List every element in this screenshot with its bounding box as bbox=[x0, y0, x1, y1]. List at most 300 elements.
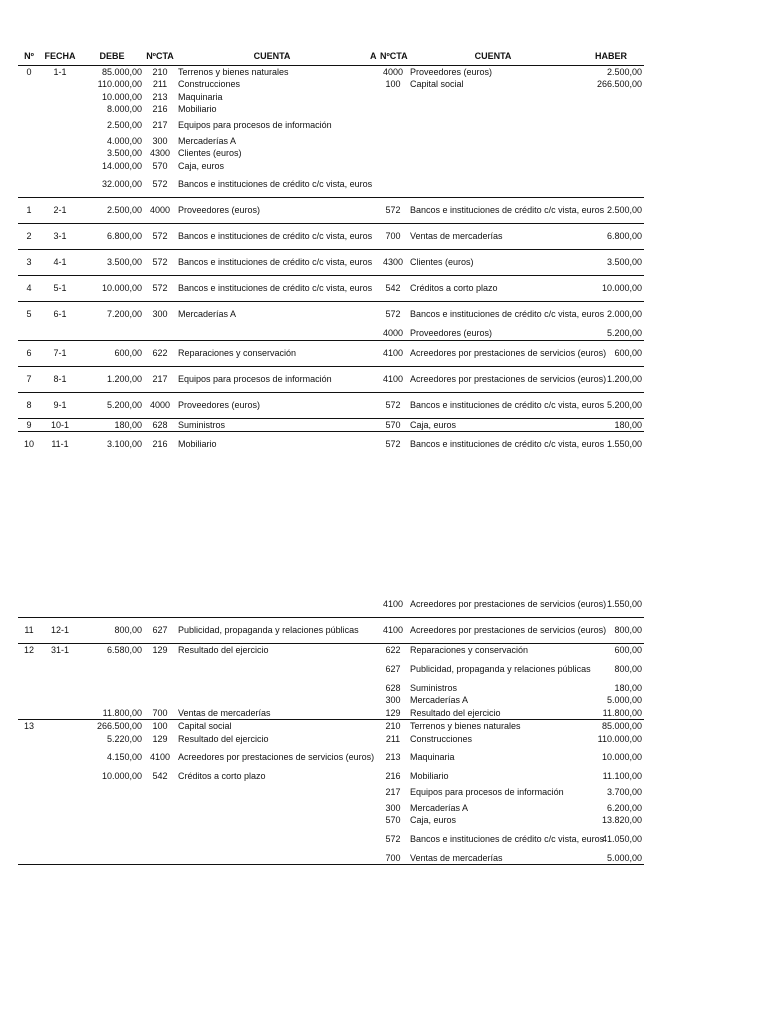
entry-date: 9-1 bbox=[40, 392, 80, 418]
credit-account-number: 4300 bbox=[378, 250, 408, 276]
debit-account-name: Capital social bbox=[176, 720, 368, 733]
journal-row bbox=[18, 172, 644, 198]
debit-account-number: 216 bbox=[152, 104, 168, 114]
a-spacer bbox=[368, 78, 378, 91]
entry-date bbox=[40, 103, 80, 116]
header-a: A bbox=[368, 50, 378, 65]
journal-row bbox=[18, 65, 644, 78]
credit-account-number: 4100 bbox=[378, 340, 408, 366]
journal-row bbox=[18, 770, 644, 783]
credit-account-number: 542 bbox=[378, 276, 408, 302]
debit-amount bbox=[80, 827, 144, 852]
entry-number bbox=[18, 116, 40, 135]
credit-account-name: Caja, euros bbox=[410, 815, 457, 825]
credit-amount bbox=[578, 91, 644, 104]
credit-amount: 180,00 bbox=[614, 682, 642, 693]
entry-date bbox=[40, 783, 80, 802]
credit-account-number: 572 bbox=[378, 432, 408, 458]
debit-account-number: 300 bbox=[144, 302, 176, 328]
entry-number bbox=[18, 135, 40, 148]
debit-account-name: Acreedores por prestaciones de servicios (euros) bbox=[178, 752, 375, 763]
credit-account-name: Mobiliario bbox=[410, 771, 449, 781]
debit-account-number bbox=[144, 682, 176, 695]
credit-account-number: 300 bbox=[385, 695, 401, 705]
debit-account-number: 4300 bbox=[149, 148, 171, 158]
credit-account-number bbox=[378, 172, 408, 198]
debit-amount: 4.150,00 bbox=[106, 752, 142, 763]
journal-row bbox=[18, 720, 644, 733]
entry-date bbox=[40, 745, 80, 770]
credit-amount: 1.550,00 bbox=[606, 599, 642, 610]
entry-date bbox=[40, 802, 80, 815]
credit-account-name: Resultado del ejercicio bbox=[410, 707, 501, 718]
journal-row bbox=[18, 618, 644, 644]
entry-date bbox=[40, 720, 80, 733]
debit-amount: 6.580,00 bbox=[80, 644, 144, 657]
credit-account-number: 4100 bbox=[382, 599, 404, 610]
credit-account-number: 572 bbox=[385, 833, 401, 844]
credit-account-number: 627 bbox=[385, 663, 401, 674]
a-spacer bbox=[368, 418, 378, 432]
debit-account-number: 100 bbox=[144, 720, 176, 733]
debit-account-name: Bancos e instituciones de crédito c/c vista, euros bbox=[178, 179, 373, 190]
debit-account-name: Clientes (euros) bbox=[178, 148, 242, 158]
debit-amount: 600,00 bbox=[80, 340, 144, 366]
credit-account-name: Caja, euros bbox=[408, 418, 578, 432]
debit-amount: 3.500,00 bbox=[80, 250, 144, 276]
a-spacer bbox=[368, 392, 378, 418]
debit-account-number bbox=[144, 783, 176, 802]
credit-account-number bbox=[378, 160, 408, 173]
credit-amount: 11.100,00 bbox=[602, 771, 642, 781]
entry-date bbox=[40, 160, 80, 173]
entry-number bbox=[18, 783, 40, 802]
journal-row bbox=[18, 745, 644, 770]
credit-account-name bbox=[408, 135, 578, 148]
debit-amount: 8.000,00 bbox=[106, 104, 142, 114]
entry-number bbox=[18, 91, 40, 104]
debit-account-number: 213 bbox=[152, 91, 168, 102]
a-spacer bbox=[368, 366, 378, 392]
a-spacer bbox=[368, 720, 378, 733]
credit-amount: 1.550,00 bbox=[578, 432, 644, 458]
journal-row bbox=[18, 852, 644, 865]
debit-amount bbox=[80, 783, 144, 802]
credit-account-name: Clientes (euros) bbox=[408, 250, 578, 276]
debit-account-name: Mercaderías A bbox=[178, 135, 237, 146]
debit-account-name: Maquinaria bbox=[178, 91, 223, 102]
a-spacer bbox=[368, 302, 378, 328]
credit-account-name bbox=[408, 172, 578, 198]
entry-number: 2 bbox=[18, 224, 40, 250]
entry-number: 13 bbox=[18, 720, 40, 733]
credit-account-name: Equipos para procesos de información bbox=[410, 786, 564, 797]
credit-account-name: Bancos e instituciones de crédito c/c vista, euros bbox=[408, 302, 578, 328]
entry-number bbox=[18, 694, 40, 707]
credit-account-name: Mercaderías A bbox=[410, 695, 469, 705]
journal-row bbox=[18, 103, 644, 116]
entry-date: 5-1 bbox=[40, 276, 80, 302]
credit-account-name: Bancos e instituciones de crédito c/c vista, euros bbox=[408, 392, 578, 418]
debit-account-name: Resultado del ejercicio bbox=[176, 644, 368, 657]
debit-account-number: 542 bbox=[152, 771, 168, 781]
entry-date: 2-1 bbox=[40, 198, 80, 224]
entry-date bbox=[40, 116, 80, 135]
header-debe: DEBE bbox=[80, 50, 144, 65]
entry-date bbox=[40, 694, 80, 707]
credit-account-number: 570 bbox=[385, 815, 401, 825]
debit-account-number: 570 bbox=[152, 160, 168, 171]
credit-account-number: 572 bbox=[378, 198, 408, 224]
credit-account-name: Acreedores por prestaciones de servicios (euros) bbox=[408, 340, 578, 366]
journal-row bbox=[18, 827, 644, 852]
credit-amount: 10.000,00 bbox=[578, 276, 644, 302]
credit-account-name: Terrenos y bienes naturales bbox=[408, 720, 578, 733]
credit-account-name: Ventas de mercaderías bbox=[408, 224, 578, 250]
entry-number bbox=[18, 103, 40, 116]
journal-row bbox=[18, 340, 644, 366]
credit-account-number: 300 bbox=[385, 802, 401, 813]
credit-account-name: Suministros bbox=[410, 682, 458, 693]
entry-number bbox=[18, 770, 40, 783]
debit-account-name bbox=[176, 783, 368, 802]
debit-amount bbox=[80, 802, 144, 815]
entry-date bbox=[40, 827, 80, 852]
a-spacer bbox=[368, 852, 378, 865]
journal-row bbox=[18, 814, 644, 827]
entry-date bbox=[40, 733, 80, 746]
credit-account-name: Acreedores por prestaciones de servicios (euros) bbox=[408, 618, 578, 644]
credit-amount: 180,00 bbox=[578, 418, 644, 432]
credit-account-number: 572 bbox=[378, 302, 408, 328]
credit-account-name: Mercaderías A bbox=[410, 802, 469, 813]
a-spacer bbox=[368, 65, 378, 78]
debit-account-name: Ventas de mercaderías bbox=[178, 707, 271, 718]
entry-number bbox=[18, 327, 40, 340]
credit-amount: 800,00 bbox=[578, 618, 644, 644]
a-spacer bbox=[368, 160, 378, 173]
debit-amount: 2.500,00 bbox=[80, 198, 144, 224]
entry-date bbox=[40, 78, 80, 91]
header-cuenta-debit: CUENTA bbox=[176, 50, 368, 65]
journal-row bbox=[18, 432, 644, 458]
debit-account-number: 300 bbox=[152, 135, 168, 146]
debit-account-number: 4000 bbox=[144, 392, 176, 418]
debit-amount: 6.800,00 bbox=[80, 224, 144, 250]
debit-account-number: 572 bbox=[144, 276, 176, 302]
credit-account-name: Acreedores por prestaciones de servicios (euros) bbox=[410, 599, 607, 610]
journal-row bbox=[18, 644, 644, 657]
debit-amount bbox=[80, 657, 144, 682]
entry-date bbox=[40, 135, 80, 148]
credit-amount: 2.000,00 bbox=[578, 302, 644, 328]
credit-account-number: 211 bbox=[385, 733, 401, 744]
debit-account-number: 622 bbox=[144, 340, 176, 366]
entry-number bbox=[18, 707, 40, 720]
journal-row bbox=[18, 302, 644, 328]
a-spacer bbox=[368, 147, 378, 160]
debit-account-number: 572 bbox=[152, 179, 168, 190]
debit-account-name bbox=[176, 682, 368, 695]
debit-account-number bbox=[144, 852, 176, 865]
debit-account-name: Bancos e instituciones de crédito c/c vista, euros bbox=[176, 224, 368, 250]
debit-account-name: Créditos a corto plazo bbox=[178, 771, 266, 781]
credit-amount: 10.000,00 bbox=[601, 752, 642, 763]
credit-amount: 41.050,00 bbox=[601, 833, 642, 844]
credit-account-name: Reparaciones y conservación bbox=[408, 644, 578, 657]
header-cuenta-credit: CUENTA bbox=[408, 50, 578, 65]
journal-row bbox=[18, 707, 644, 720]
credit-account-number: 4100 bbox=[378, 618, 408, 644]
debit-account-name: Resultado del ejercicio bbox=[178, 733, 269, 744]
entry-number: 9 bbox=[18, 418, 40, 432]
debit-account-name bbox=[176, 327, 368, 340]
entry-date bbox=[40, 657, 80, 682]
a-spacer bbox=[368, 802, 378, 815]
credit-account-name: Ventas de mercaderías bbox=[408, 852, 578, 865]
credit-account-name bbox=[408, 160, 578, 173]
debit-account-number: 211 bbox=[152, 79, 168, 89]
journal-row bbox=[18, 91, 644, 104]
entry-date bbox=[40, 852, 80, 865]
entry-date bbox=[40, 327, 80, 340]
a-spacer bbox=[368, 198, 378, 224]
entry-number bbox=[18, 733, 40, 746]
credit-amount: 1.200,00 bbox=[578, 366, 644, 392]
credit-amount: 5.000,00 bbox=[578, 852, 644, 865]
credit-amount: 3.500,00 bbox=[578, 250, 644, 276]
entry-date bbox=[40, 147, 80, 160]
entry-number bbox=[18, 682, 40, 695]
debit-account-name bbox=[176, 694, 368, 707]
journal-row bbox=[18, 276, 644, 302]
entry-date: 3-1 bbox=[40, 224, 80, 250]
journal-row bbox=[18, 78, 644, 91]
credit-amount: 6.800,00 bbox=[578, 224, 644, 250]
credit-account-name: Construcciones bbox=[410, 733, 473, 744]
credit-account-number: 100 bbox=[385, 79, 401, 89]
credit-account-number bbox=[378, 147, 408, 160]
credit-amount bbox=[578, 116, 644, 135]
debit-amount: 10.000,00 bbox=[101, 91, 142, 102]
entry-date: 4-1 bbox=[40, 250, 80, 276]
header-n: Nº bbox=[18, 50, 40, 65]
debit-account-name: Terrenos y bienes naturales bbox=[178, 66, 289, 77]
credit-amount: 110.000,00 bbox=[597, 733, 642, 744]
a-spacer bbox=[368, 733, 378, 746]
a-spacer bbox=[368, 432, 378, 458]
journal-row bbox=[18, 198, 644, 224]
credit-account-name: Bancos e instituciones de crédito c/c vista, euros bbox=[410, 833, 605, 844]
entry-number: 5 bbox=[18, 302, 40, 328]
credit-amount: 5.200,00 bbox=[578, 392, 644, 418]
debit-account-name: Mobiliario bbox=[178, 104, 217, 114]
entry-date: 1-1 bbox=[53, 66, 67, 77]
entry-number bbox=[18, 657, 40, 682]
debit-account-name bbox=[176, 852, 368, 865]
credit-amount bbox=[578, 160, 644, 173]
entry-number bbox=[18, 147, 40, 160]
journal-row bbox=[18, 783, 644, 802]
debit-account-name: Bancos e instituciones de crédito c/c vista, euros bbox=[176, 250, 368, 276]
entry-number bbox=[18, 592, 40, 618]
credit-account-number bbox=[378, 116, 408, 135]
debit-amount: 32.000,00 bbox=[101, 179, 142, 190]
credit-amount bbox=[578, 103, 644, 116]
credit-account-number: 700 bbox=[378, 224, 408, 250]
debit-account-number: 210 bbox=[152, 66, 168, 77]
debit-account-name: Proveedores (euros) bbox=[176, 198, 368, 224]
debit-amount bbox=[80, 682, 144, 695]
debit-amount: 180,00 bbox=[80, 418, 144, 432]
debit-amount: 5.200,00 bbox=[80, 392, 144, 418]
journal-row bbox=[18, 802, 644, 815]
credit-account-name: Proveedores (euros) bbox=[410, 328, 493, 338]
a-spacer bbox=[368, 91, 378, 104]
debit-amount: 10.000,00 bbox=[101, 771, 142, 781]
journal-row bbox=[18, 733, 644, 746]
journal-row bbox=[18, 392, 644, 418]
journal-row bbox=[18, 160, 644, 173]
debit-account-number: 217 bbox=[144, 366, 176, 392]
debit-account-name: Equipos para procesos de información bbox=[176, 366, 368, 392]
credit-amount bbox=[578, 147, 644, 160]
debit-account-number: 4100 bbox=[149, 752, 171, 763]
debit-account-number bbox=[144, 814, 176, 827]
debit-account-number bbox=[144, 694, 176, 707]
a-spacer bbox=[368, 103, 378, 116]
credit-account-number bbox=[378, 135, 408, 148]
debit-amount: 1.200,00 bbox=[80, 366, 144, 392]
credit-amount: 2.500,00 bbox=[578, 198, 644, 224]
debit-amount: 5.220,00 bbox=[106, 733, 142, 744]
a-spacer bbox=[368, 682, 378, 695]
debit-amount: 14.000,00 bbox=[101, 160, 142, 171]
a-spacer bbox=[368, 657, 378, 682]
journal-row bbox=[18, 224, 644, 250]
credit-account-number: 622 bbox=[378, 644, 408, 657]
a-spacer bbox=[368, 814, 378, 827]
journal-row bbox=[18, 147, 644, 160]
entry-date: 11-1 bbox=[40, 432, 80, 458]
entry-number bbox=[18, 745, 40, 770]
debit-account-name bbox=[176, 827, 368, 852]
debit-amount: 2.500,00 bbox=[106, 119, 142, 130]
journal-row bbox=[18, 418, 644, 432]
credit-amount: 85.000,00 bbox=[578, 720, 644, 733]
debit-account-name bbox=[176, 592, 368, 618]
entry-date: 12-1 bbox=[40, 618, 80, 644]
entry-date bbox=[40, 172, 80, 198]
debit-account-number bbox=[144, 592, 176, 618]
a-spacer bbox=[368, 694, 378, 707]
debit-account-name: Construcciones bbox=[178, 79, 241, 89]
credit-amount: 6.200,00 bbox=[606, 802, 642, 813]
debit-account-number bbox=[144, 802, 176, 815]
debit-account-number bbox=[144, 657, 176, 682]
debit-amount: 110.000,00 bbox=[97, 79, 142, 89]
debit-amount: 85.000,00 bbox=[101, 66, 142, 77]
credit-account-number: 129 bbox=[385, 707, 401, 718]
credit-account-name: Publicidad, propaganda y relaciones públicas bbox=[410, 663, 591, 674]
debit-account-number: 129 bbox=[152, 733, 168, 744]
a-spacer bbox=[368, 827, 378, 852]
entry-date bbox=[40, 770, 80, 783]
credit-account-name: Maquinaria bbox=[410, 752, 455, 763]
journal-row bbox=[18, 592, 644, 618]
debit-account-name: Publicidad, propaganda y relaciones públicas bbox=[176, 618, 368, 644]
entry-number bbox=[18, 827, 40, 852]
debit-account-name: Bancos e instituciones de crédito c/c vista, euros bbox=[176, 276, 368, 302]
credit-amount: 600,00 bbox=[578, 340, 644, 366]
credit-account-number: 572 bbox=[378, 392, 408, 418]
entry-date: 8-1 bbox=[40, 366, 80, 392]
debit-account-name: Caja, euros bbox=[178, 160, 225, 171]
entry-date bbox=[40, 682, 80, 695]
debit-account-name: Reparaciones y conservación bbox=[176, 340, 368, 366]
credit-account-number bbox=[378, 91, 408, 104]
entry-number bbox=[18, 802, 40, 815]
a-spacer bbox=[368, 592, 378, 618]
a-spacer bbox=[368, 618, 378, 644]
credit-account-name: Créditos a corto plazo bbox=[408, 276, 578, 302]
debit-account-number: 700 bbox=[152, 707, 168, 718]
credit-account-name: Proveedores (euros) bbox=[410, 66, 493, 77]
a-spacer bbox=[368, 340, 378, 366]
journal-row bbox=[18, 327, 644, 340]
journal-row bbox=[18, 135, 644, 148]
entry-number: 8 bbox=[18, 392, 40, 418]
a-spacer bbox=[368, 327, 378, 340]
credit-account-name bbox=[408, 116, 578, 135]
entry-date bbox=[40, 707, 80, 720]
header-haber: HABER bbox=[578, 50, 644, 65]
journal-row bbox=[18, 116, 644, 135]
entry-number bbox=[18, 172, 40, 198]
debit-account-number: 4000 bbox=[144, 198, 176, 224]
a-spacer bbox=[368, 116, 378, 135]
credit-amount bbox=[578, 172, 644, 198]
debit-amount: 266.500,00 bbox=[80, 720, 144, 733]
credit-account-number bbox=[378, 103, 408, 116]
credit-account-number: 4000 bbox=[382, 328, 404, 338]
entry-number: 11 bbox=[18, 618, 40, 644]
credit-amount: 600,00 bbox=[578, 644, 644, 657]
entry-date: 6-1 bbox=[40, 302, 80, 328]
credit-account-number: 4000 bbox=[382, 66, 404, 77]
debit-amount bbox=[80, 852, 144, 865]
credit-amount: 3.700,00 bbox=[606, 786, 642, 797]
debit-account-name: Mobiliario bbox=[176, 432, 368, 458]
debit-amount bbox=[80, 592, 144, 618]
debit-account-number bbox=[144, 827, 176, 852]
entry-date: 10-1 bbox=[40, 418, 80, 432]
journal-row bbox=[18, 250, 644, 276]
credit-account-number: 216 bbox=[385, 771, 401, 781]
journal-row bbox=[18, 694, 644, 707]
credit-account-name: Acreedores por prestaciones de servicios (euros) bbox=[408, 366, 578, 392]
credit-account-number: 570 bbox=[378, 418, 408, 432]
credit-amount: 5.000,00 bbox=[606, 695, 642, 705]
debit-amount: 800,00 bbox=[80, 618, 144, 644]
header-row bbox=[18, 50, 644, 65]
debit-amount: 4.000,00 bbox=[106, 135, 142, 146]
journal-row bbox=[18, 366, 644, 392]
debit-account-name bbox=[176, 814, 368, 827]
debit-account-number: 572 bbox=[144, 224, 176, 250]
header-fecha: FECHA bbox=[40, 50, 80, 65]
a-spacer bbox=[368, 135, 378, 148]
